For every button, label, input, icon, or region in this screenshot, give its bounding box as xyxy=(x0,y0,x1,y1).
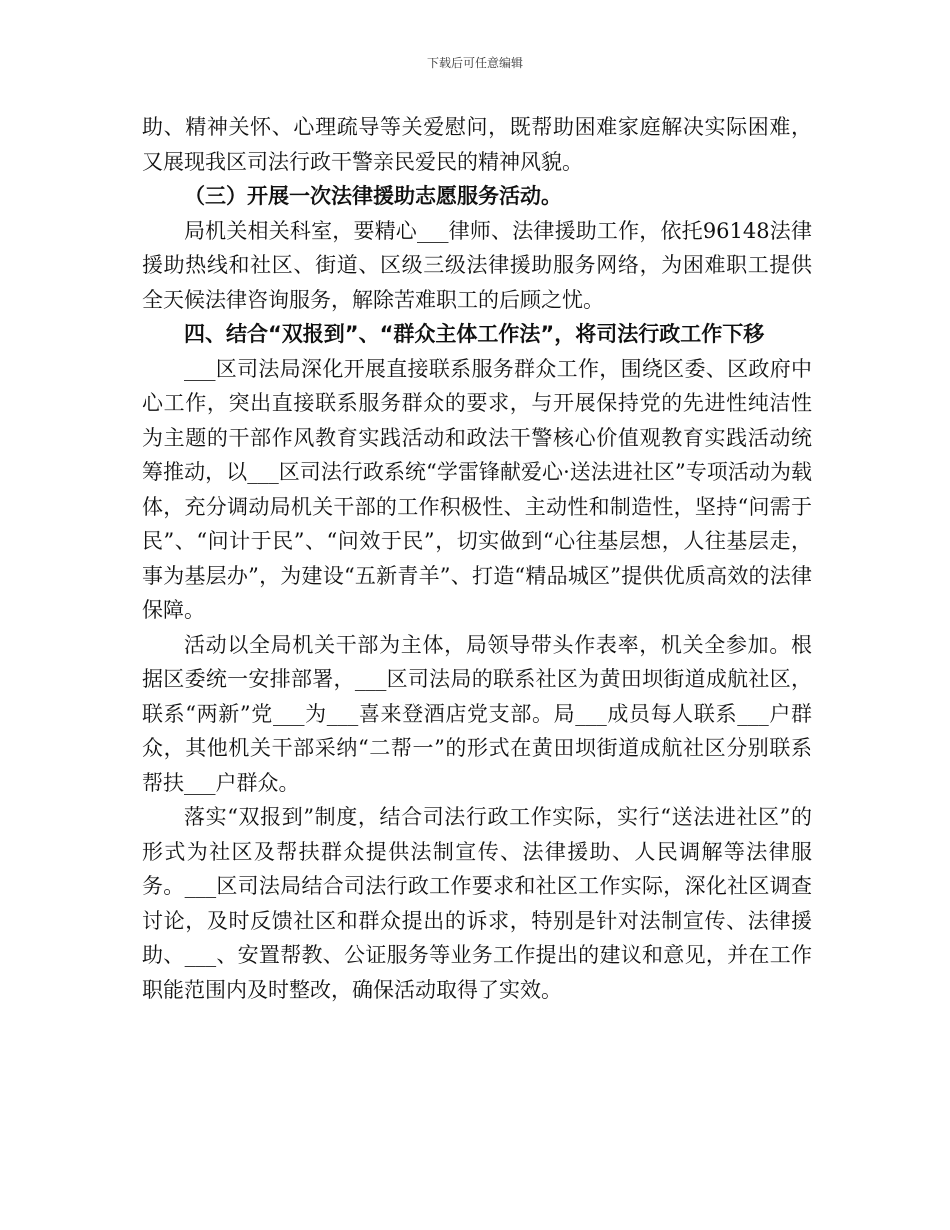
heading-four: 四、结合“双报到”、“群众主体工作法”，将司法行政工作下移 xyxy=(184,322,765,346)
paragraph-continued: 助、精神关怀、心理疏导等关爱慰问，既帮助困难家庭解决实际困难，又展现我区司法行政干警亲民爱民的精神风貌。 xyxy=(142,115,812,174)
document-body xyxy=(142,110,812,1007)
subheading-three: （三）开展一次法律援助志愿服务活动。 xyxy=(184,184,562,208)
paragraph-service-work: ___区司法局深化开展直接联系服务群众工作，围绕区委、区政府中心工作，突出直接联系服务群众的要求，与开展保持党的先进性纯洁性为主题的干部作风教育实践活动和政法干警核心价值观教育实践活动统筹推动，以___区司法行政系统“学雷锋献爱心·送法进社区”专项活动为载体，充分调动局机关干部的工作积极性、主动性和制造性，坚持“问需于民”、“问计于民”、“问效于民”，切实做到“心往基层想，人往基层走，事为基层办”，为建设“五新青羊”、打造“精品城区”提供优质高效的法律保障。 xyxy=(142,356,812,622)
paragraph-legal-aid: 局机关相关科室，要精心___律师、法律援助工作，依托96148法律援助热线和社区、街道、区级三级法律援助服务网络，为困难职工提供全天候法律咨询服务，解除苦难职工的后顾之忧。 xyxy=(142,218,812,312)
paragraph-implementation: 落实“双报到”制度，结合司法行政工作实际，实行“送法进社区”的形式为社区及帮扶群众提供法制宣传、法律援助、人民调解等法律服务。___区司法局结合司法行政工作要求和社区工作实际，深化社区调查讨论，及时反馈社区和群众提出的诉求，特别是针对法制宣传、法律援助、___、安置帮教、公证服务等业务工作提出的建议和意见，并在工作职能范围内及时整改，确保活动取得了实效。 xyxy=(142,805,812,1002)
page-header: 下载后可任意编辑 xyxy=(426,56,523,70)
paragraph-activity: 活动以全局机关干部为主体，局领导带头作表率，机关全参加。根据区委统一安排部署，___区司法局的联系社区为黄田坝街道成航社区，联系“两新”党___为___喜来登酒店党支部。局___成员每人联系___户群众，其他机关干部采纳“二帮一”的形式在黄田坝街道成航社区分别联系帮扶___户群众。 xyxy=(142,632,812,795)
